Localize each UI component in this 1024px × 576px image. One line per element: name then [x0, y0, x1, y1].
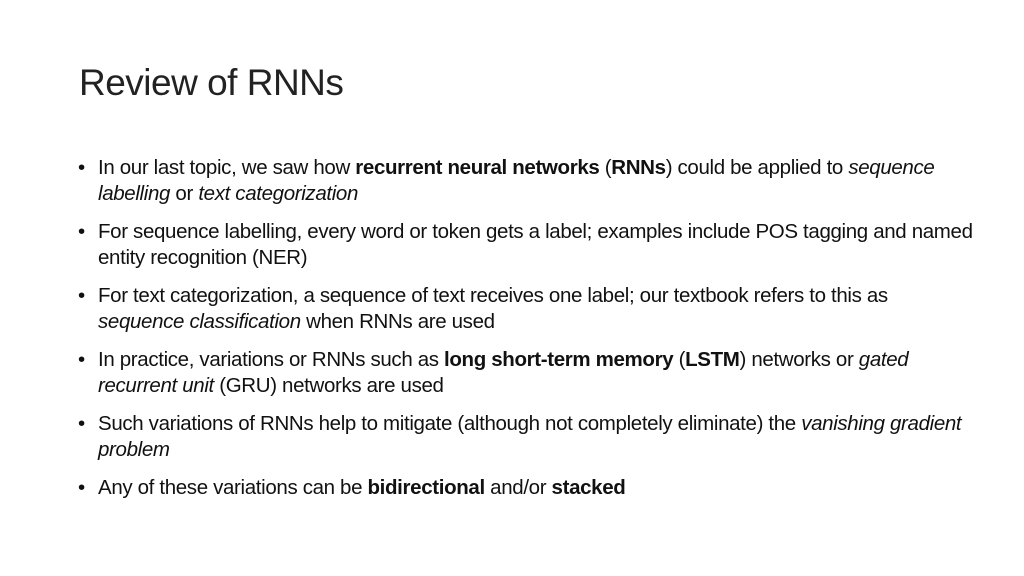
bold-text: RNNs [611, 156, 666, 179]
text: Such variations of RNNs help to mitigate (although not completely eliminate) the [98, 412, 802, 435]
text: For sequence labelling, every word or token gets a label; examples include POS tagging and named entity recognition (NER) [98, 220, 973, 269]
text: when RNNs are used [300, 310, 495, 333]
bold-text: bidirectional [367, 476, 485, 499]
bullet-icon: • [78, 412, 85, 435]
italic-text: gated recurrent unit [98, 348, 909, 397]
bold-text: LSTM [685, 348, 740, 371]
text: ( [673, 348, 686, 371]
text: ( [599, 156, 612, 179]
text: In our last topic, we saw how [98, 156, 356, 179]
bold-text: recurrent neural networks [355, 156, 600, 179]
bullet-icon: • [78, 220, 85, 243]
bullet-list [76, 155, 976, 513]
bullet-item [76, 347, 976, 399]
text: ) could be applied to [665, 156, 849, 179]
text: (GRU) networks are used [213, 374, 444, 397]
bullet-item [76, 411, 976, 463]
italic-text: vanishing gradient problem [98, 412, 962, 461]
text: In practice, variations or RNNs such as [98, 348, 445, 371]
bullet-icon: • [78, 476, 85, 499]
text: or [170, 182, 199, 205]
italic-text: sequence labelling [98, 156, 935, 205]
text: For text categorization, a sequence of text receives one label; our textbook refers to this as [98, 284, 888, 307]
bullet-item [76, 283, 976, 335]
text: Any of these variations can be [98, 476, 368, 499]
bullet-icon: • [78, 156, 85, 179]
bullet-icon: • [78, 284, 85, 307]
text: ) networks or [739, 348, 859, 371]
text: and/or [484, 476, 552, 499]
slide-title: Review of RNNs [79, 62, 344, 103]
italic-text: sequence classification [98, 310, 301, 333]
bullet-icon: • [78, 348, 85, 371]
bold-text: stacked [551, 476, 626, 499]
bullet-item [76, 475, 976, 501]
italic-text: text categorization [198, 182, 359, 205]
bold-text: long short-term memory [444, 348, 674, 371]
bullet-item [76, 155, 976, 207]
bullet-item [76, 219, 976, 271]
